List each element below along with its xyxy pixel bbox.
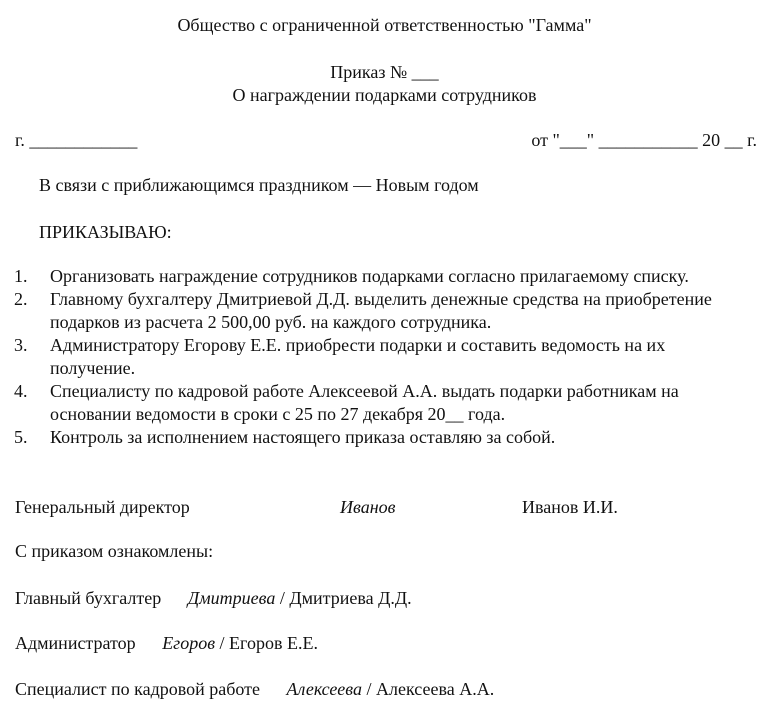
city-field: г. ____________ [15, 130, 138, 150]
order-number: Приказ № ___ [330, 62, 439, 82]
order-item [0, 334, 750, 380]
order-word: ПРИКАЗЫВАЮ: [39, 222, 172, 242]
position: Администратор [15, 633, 136, 653]
signature-row [15, 587, 412, 609]
acknowledged-label: С приказом ознакомлены: [15, 541, 214, 561]
order-item [0, 265, 750, 288]
item-number: 2. [14, 289, 28, 309]
director-signature: Иванов [340, 497, 396, 517]
director-position: Генеральный директор [15, 497, 190, 517]
signature-row [15, 678, 494, 700]
position: Главный бухгалтер [15, 588, 162, 608]
order-items [0, 265, 769, 449]
person-name: / Алексеева А.А. [366, 679, 495, 699]
signature-row [15, 632, 318, 654]
item-number: 3. [14, 335, 28, 355]
preamble: В связи с приближающимся праздником — Новым годом [39, 175, 479, 195]
item-text: Администратору Егорову Е.Е. приобрести подарки и составить ведомость на их получение. [50, 335, 666, 378]
item-text: Главному бухгалтеру Дмитриевой Д.Д. выделить денежные средства на приобретение подарков из расчета 2 500,00 руб. на каждого сотрудника. [50, 289, 712, 332]
person-name: / Егоров Е.Е. [219, 633, 318, 653]
signature: Дмитриева [187, 588, 276, 608]
signature: Алексеева [286, 679, 362, 699]
date-field: от "___" ___________ 20 __ г. [531, 130, 757, 150]
order-item [0, 288, 750, 334]
order-item [0, 426, 750, 449]
item-number: 5. [14, 427, 28, 447]
signature: Егоров [162, 633, 216, 653]
director-name: Иванов И.И. [522, 497, 618, 517]
item-text: Контроль за исполнением настоящего приказа оставляю за собой. [50, 427, 556, 447]
item-number: 1. [14, 266, 28, 286]
item-text: Специалисту по кадровой работе Алексеевой А.А. выдать подарки работникам на основании ведомости в сроки с 25 по 27 декабря 20__ года. [50, 381, 679, 424]
item-text: Организовать награждение сотрудников подарками согласно прилагаемому списку. [50, 266, 689, 286]
order-item [0, 380, 750, 426]
person-name: / Дмитриева Д.Д. [279, 588, 412, 608]
order-subject: О награждении подарками сотрудников [232, 85, 537, 105]
position: Специалист по кадровой работе [15, 679, 261, 699]
item-number: 4. [14, 381, 28, 401]
organization-name: Общество с ограниченной ответственностью "Гамма" [177, 15, 592, 35]
